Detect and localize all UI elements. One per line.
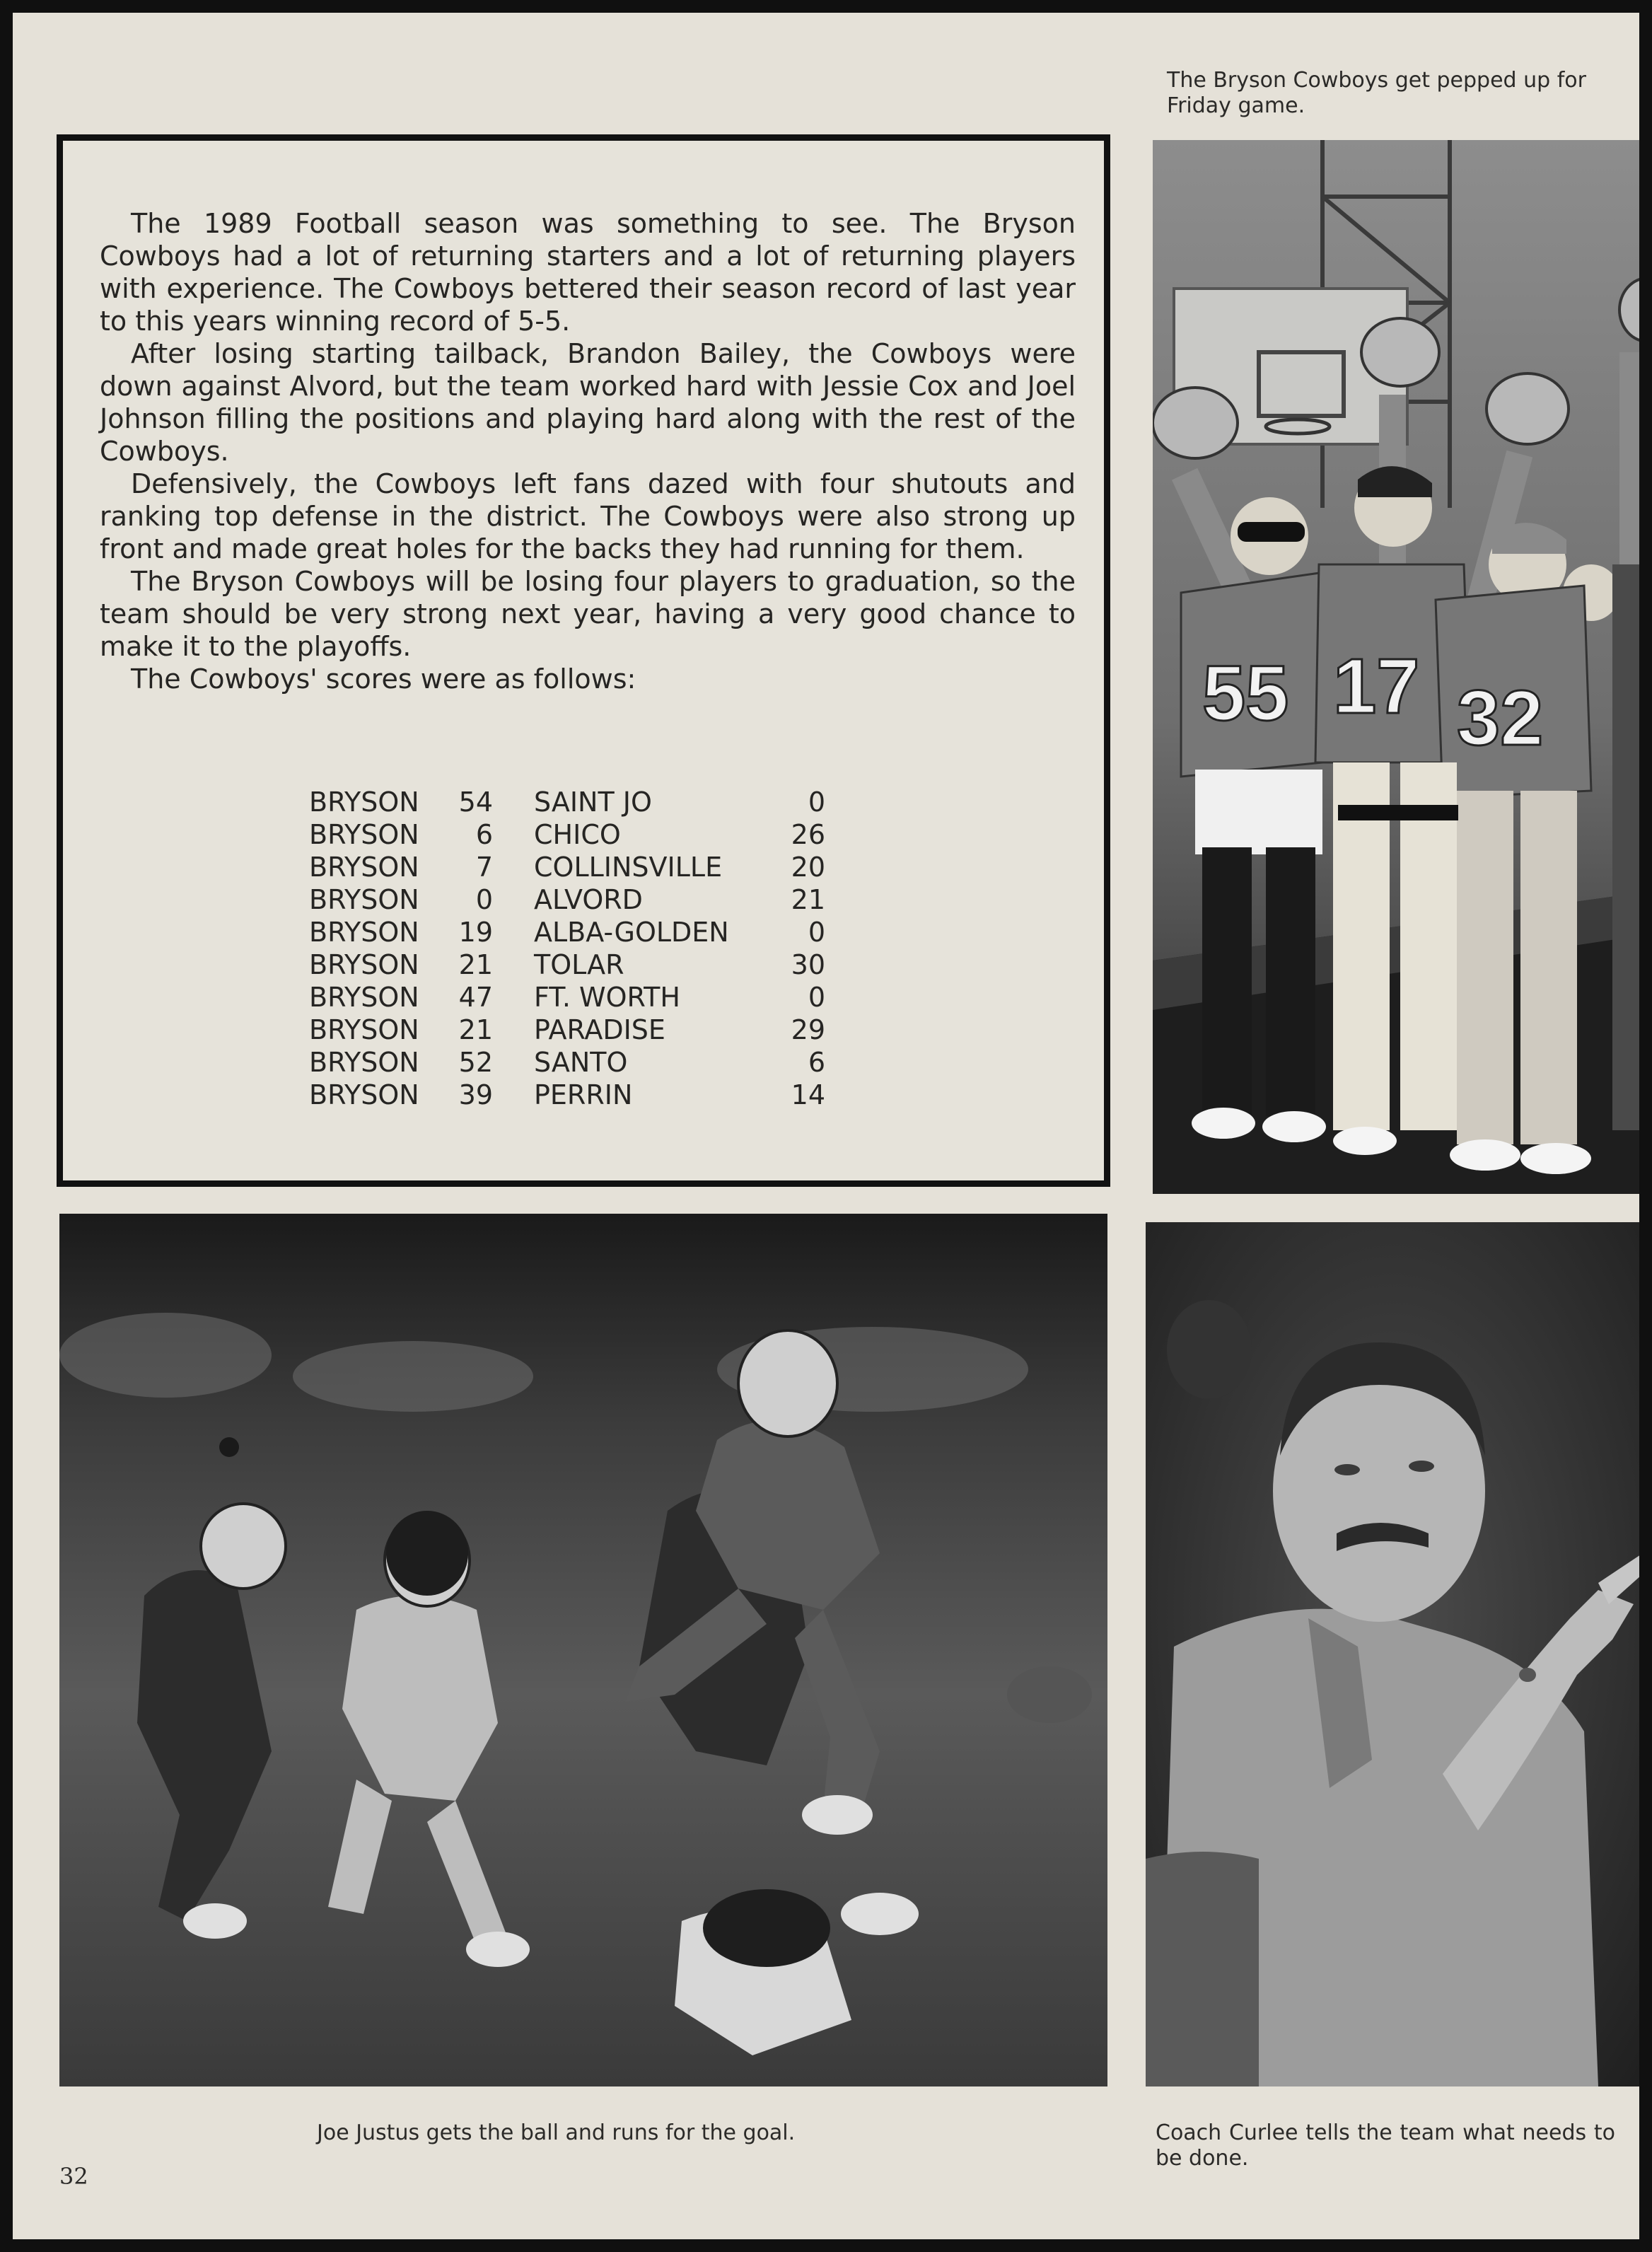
pep-rally-photo [1153,140,1639,1194]
pep-rally-illustration [1153,140,1639,1194]
yearbook-page [13,13,1639,2239]
team-score: 0 [475,884,493,915]
opponent-name: ALBA-GOLDEN [534,917,729,948]
score-row [309,916,861,948]
story-paragraph: After losing starting tailback, Brandon Bailey, the Cowboys were down against Alvord, but the team worked hard with Jessie Cox and Joel Johnson filling the positions and playing hard along with the rest of the Cowboys. [100,338,1076,467]
opponent-score: 21 [791,884,825,915]
score-table [309,786,861,1111]
opponent-score: 6 [808,1047,825,1078]
team-name: BRYSON [309,819,419,850]
story-paragraph: The 1989 Football season was something to see. The Bryson Cowboys had a lot of returning starters and a lot of returning players with experience. The Cowboys bettered their season record of last year to this years winning record of 5-5. [100,208,1076,337]
team-score: 39 [458,1079,493,1110]
team-score: 47 [458,982,493,1013]
team-score: 7 [475,852,493,883]
opponent-name: SANTO [534,1047,628,1078]
score-row [309,1046,861,1079]
score-row [309,818,861,851]
opponent-score: 0 [808,917,825,948]
team-score: 54 [458,787,493,818]
opponent-score: 14 [791,1079,825,1110]
team-name: BRYSON [309,852,419,883]
score-row [309,851,861,883]
story-paragraph: The Cowboys' scores were as follows: [131,663,636,695]
team-score: 21 [458,949,493,980]
team-score: 19 [458,917,493,948]
caption-pep-rally: The Bryson Cowboys get pepped up for Friday game. [1167,68,1586,118]
opponent-name: PARADISE [534,1014,665,1045]
opponent-score: 29 [791,1014,825,1045]
opponent-score: 30 [791,949,825,980]
team-score: 21 [458,1014,493,1045]
score-row [309,1079,861,1111]
opponent-name: ALVORD [534,884,643,915]
opponent-name: COLLINSVILLE [534,852,723,883]
opponent-score: 0 [808,982,825,1013]
team-name: BRYSON [309,884,419,915]
score-row [309,948,861,981]
caption-coach: Coach Curlee tells the team what needs to be done. [1156,2120,1615,2171]
opponent-name: TOLAR [534,949,624,980]
story-paragraph: Defensively, the Cowboys left fans dazed with four shutouts and ranking top defense in the district. The Cowboys were also strong up front and made great holes for the backs they had running for them. [100,468,1076,564]
opponent-name: PERRIN [534,1079,633,1110]
story-paragraph: The Bryson Cowboys will be losing four players to graduation, so the team should be very strong next year, having a very good chance to make it to the playoffs. [100,566,1076,662]
game-action-photo [59,1214,1107,2086]
score-row [309,981,861,1014]
opponent-score: 0 [808,787,825,818]
team-name: BRYSON [309,787,419,818]
team-name: BRYSON [309,949,419,980]
team-name: BRYSON [309,1014,419,1045]
coach-illustration [1146,1222,1639,2086]
team-name: BRYSON [309,917,419,948]
story-box [57,134,1110,1187]
opponent-score: 26 [791,819,825,850]
score-row [309,1014,861,1046]
story-text [100,207,1076,695]
page-number: 32 [59,2163,88,2190]
team-score: 6 [475,819,493,850]
jersey-number: 55 [1202,650,1289,737]
score-row [309,786,861,818]
coach-photo [1146,1222,1639,2086]
caption-game-play: Joe Justus gets the ball and runs for the goal. [317,2120,796,2145]
opponent-name: FT. WORTH [534,982,680,1013]
opponent-score: 20 [791,852,825,883]
game-action-illustration [59,1214,1107,2086]
team-score: 52 [458,1047,493,1078]
team-name: BRYSON [309,1047,419,1078]
jersey-number: 17 [1333,643,1420,730]
team-name: BRYSON [309,1079,419,1110]
score-row [309,883,861,916]
opponent-name: CHICO [534,819,621,850]
opponent-name: SAINT JO [534,787,652,818]
jersey-number: 32 [1457,675,1544,762]
team-name: BRYSON [309,982,419,1013]
